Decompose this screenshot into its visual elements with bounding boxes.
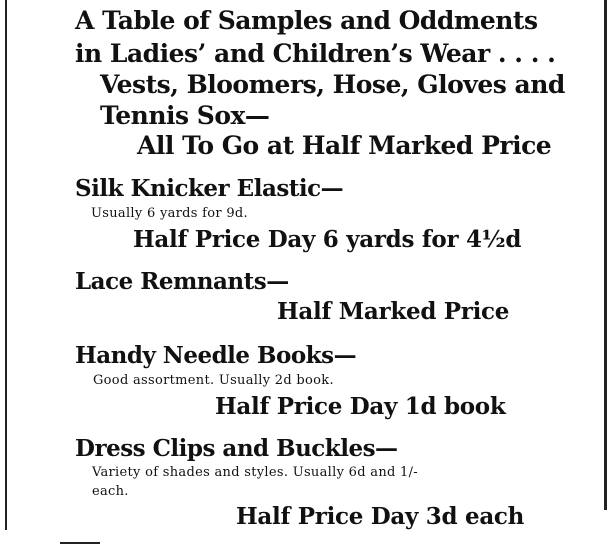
item-price-handy-needle-books: Half Price Day 1d book [215,393,506,420]
intro-line-2: in Ladies’ and Children’s Wear . . . . [75,39,556,68]
item-note-dress-clips: Variety of shades and styles. Usually 6d and 1/- [92,465,418,480]
item-title-silk-knicker-elastic: Silk Knicker Elastic— [75,175,344,202]
right-column-rule [604,0,607,510]
item-note-dress-clips-continued: each. [92,484,129,499]
intro-line-1: A Table of Samples and Oddments [75,6,538,35]
item-note-silk-knicker-elastic: Usually 6 yards for 9d. [91,206,248,221]
bottom-rule [60,542,100,544]
item-price-silk-knicker-elastic: Half Price Day 6 yards for 4½d [133,226,522,253]
item-price-dress-clips: Half Price Day 3d each [236,503,525,530]
item-title-handy-needle-books: Handy Needle Books— [75,342,357,369]
item-note-handy-needle-books: Good assortment. Usually 2d book. [93,373,334,388]
intro-line-4: Tennis Sox— [100,101,270,130]
item-title-dress-clips: Dress Clips and Buckles— [75,435,398,462]
intro-price: All To Go at Half Marked Price [137,131,552,160]
left-column-rule [5,0,7,530]
intro-line-3: Vests, Bloomers, Hose, Gloves and [100,70,565,99]
item-title-lace-remnants: Lace Remnants— [75,268,289,295]
item-price-lace-remnants: Half Marked Price [277,298,510,325]
